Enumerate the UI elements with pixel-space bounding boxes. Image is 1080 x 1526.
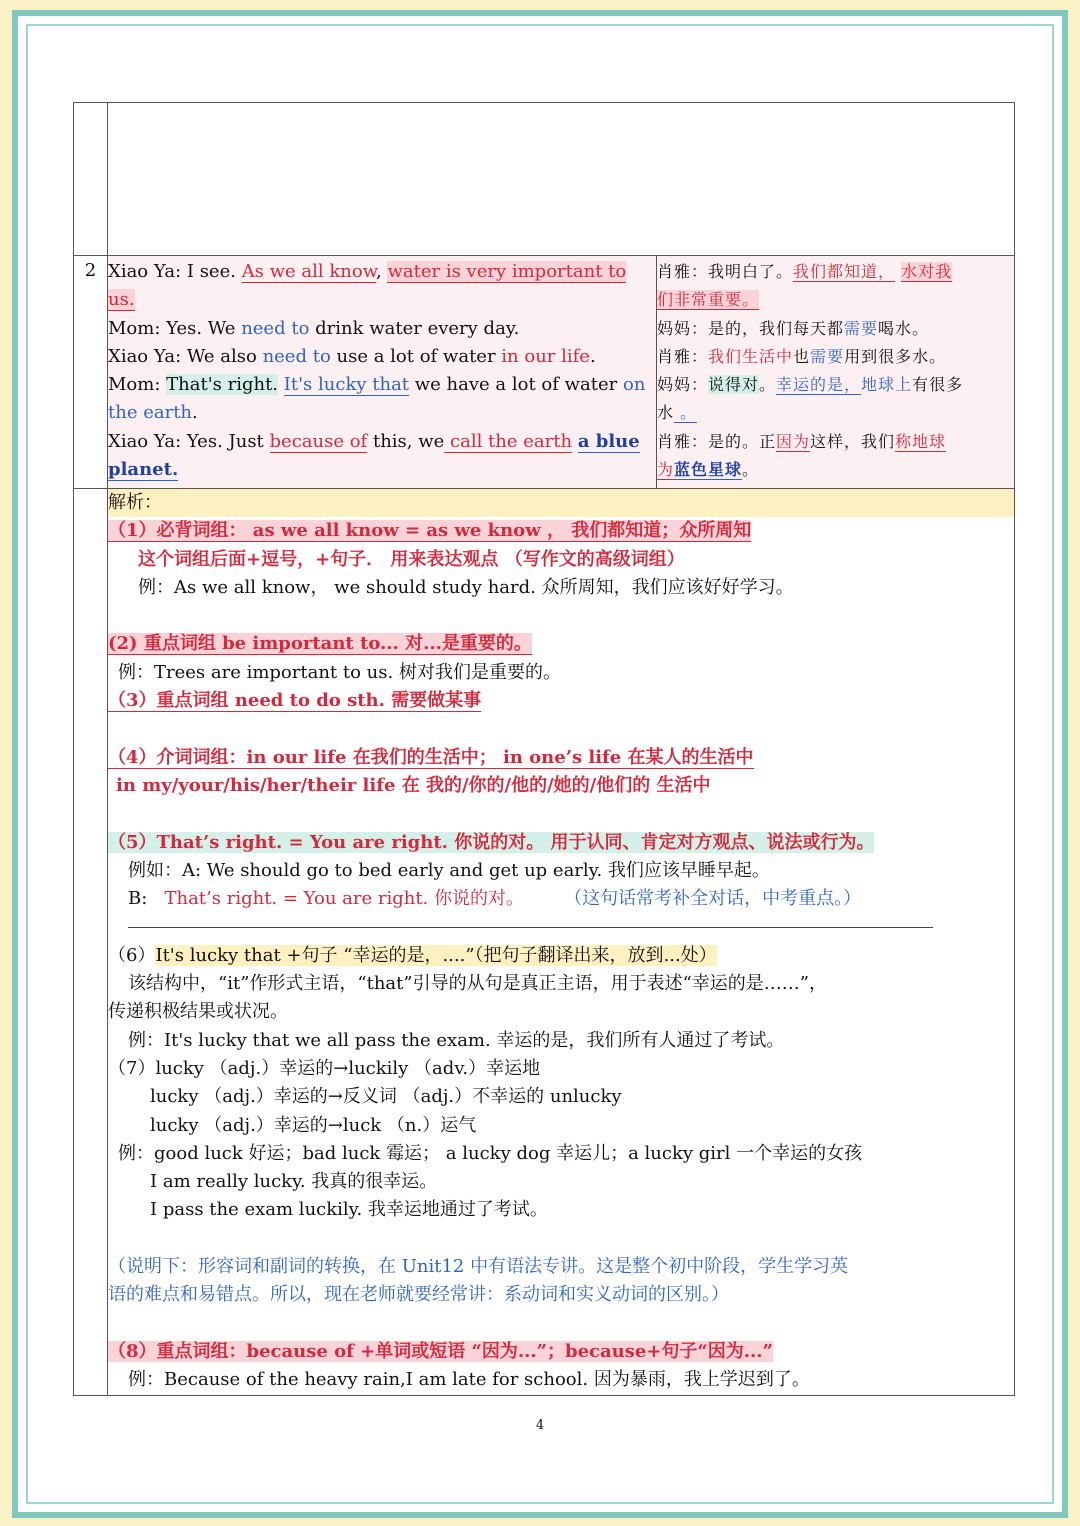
empty-number-cell (74, 103, 108, 256)
note-8-title: （8）重点词组：because of +单词或短语 “因为...”；because+句子“因为...” (108, 1340, 773, 1362)
notes-number-cell (74, 489, 108, 1396)
phrase-its-lucky-that: It's lucky that (283, 374, 410, 396)
note-6-desc-1: 该结构中，“it”作形式主语，“that”引导的从句是真正主语，用于表述“幸运的是……”， (128, 973, 827, 995)
dialog-cn-line-5: 妈妈：说得对。幸运的是，地球上有很多 (657, 375, 964, 395)
phrase-because-of: because of (269, 430, 368, 452)
phrase-need-to: need to (241, 317, 310, 339)
phrase-water-important: water is very important to (387, 261, 627, 282)
notes-heading: 解析： (108, 489, 1014, 517)
dialog-en-line-2: us. (108, 289, 135, 311)
note-6-desc-2: 传递积极结果或状况。 (108, 1001, 288, 1023)
spacer (108, 715, 1014, 743)
dialog-en-line-4: Xiao Ya: We also need to use a lot of water in our life. (108, 345, 596, 367)
phrase-thats-right: That's right. (166, 374, 279, 396)
dialog-en-line-6: the earth. (108, 402, 198, 424)
note-7-example-1: 例：good luck 好运；bad luck 霉运； a lucky dog 幸运儿；a lucky girl 一个幸运的女孩 (118, 1142, 863, 1164)
spacer (108, 1310, 1014, 1338)
note-2-example: 例：Trees are important to us. 树对我们是重要的。 (118, 661, 561, 683)
dialog-en-line-3: Mom: Yes. We need to drink water every day. (108, 317, 520, 339)
note-1-title: （1）必背词组： as we all know = as we know ， 我们都知道；众所周知 (108, 520, 752, 542)
spacer (108, 602, 1014, 630)
dialog-cn-line-6: 水 。 (657, 403, 698, 423)
notes-row (74, 489, 1015, 1396)
dialog-cn-line-4: 肖雅：我们生活中也需要用到很多水。 (657, 346, 947, 366)
dialog-row (74, 256, 1015, 489)
dialog-en-line-7: Xiao Ya: Yes. Just because of this, we call the earth a blue (108, 430, 640, 452)
note-5-example-a: 例如：A: We should go to bed early and get up early. 我们应该早睡早起。 (128, 859, 770, 881)
notes-cell (108, 489, 1015, 1396)
dialog-english-cell (108, 256, 657, 489)
phrase-in-our-life: in our life (501, 345, 590, 367)
dialog-cn-line-7: 肖雅：是的。正因为这样，我们称地球 (657, 431, 947, 451)
note-7-line-3: lucky （adj.）幸运的→luck （n.）运气 (150, 1114, 477, 1136)
note-6-title: （6）It's lucky that +句子 “幸运的是，....”（把句子翻译出来，放到...处） (108, 944, 717, 966)
page-number: 4 (535, 1418, 545, 1433)
dialog-cn-line-8: 为蓝色星球。 (657, 460, 760, 480)
note-4-line2: in my/your/his/her/their life 在 我的/你的/他的/她的/他们的 生活中 (116, 774, 711, 796)
note-1-desc: 这个词组后面+逗号，+句子． 用来表达观点 （写作文的高级词组） (138, 548, 685, 570)
note-5-title: （5）That’s right. = You are right. 你说的对。 用于认同、肯定对方观点、说法或行为。 (108, 831, 875, 853)
dialog-en-line-8: planet. (108, 459, 179, 481)
phrase-a-blue-planet: a blue (577, 430, 640, 452)
row-number: 2 (74, 256, 108, 489)
remark-line-1: （说明下：形容词和副词的转换，在 Unit12 中有语法专讲。这是整个初中阶段，学生学习英 (108, 1256, 849, 1278)
note-8-example: 例：Because of the heavy rain,I am late for school. 因为暴雨，我上学迟到了。 (128, 1369, 810, 1391)
note-6-example: 例：It's lucky that we all pass the exam. 幸运的是，我们所有人通过了考试。 (128, 1029, 785, 1051)
dialog-cn-line-1: 肖雅：我明白了。我们都知道， 水对我 (657, 262, 953, 281)
note-1-example: 例：As we all know， we should study hard. 众所周知，我们应该好好学习。 (138, 576, 794, 598)
lesson-table (73, 102, 1015, 1396)
divider-line (108, 913, 1014, 941)
empty-row (74, 103, 1015, 256)
dialog-en-line-5: Mom: That's right. It's lucky that we have a lot of water on (108, 374, 646, 396)
note-7-example-3: I pass the exam luckily. 我幸运地通过了考试。 (150, 1199, 548, 1221)
phrase-as-we-all-know: As we all know (241, 261, 377, 282)
remark-line-2: 语的难点和易错点。所以，现在老师就要经常讲：系动词和实义动词的区别。） (108, 1284, 729, 1306)
note-7-line-1: （7）lucky （adj.）幸运的→luckily （adv.）幸运地 (108, 1057, 541, 1079)
spacer (108, 800, 1014, 828)
note-7-line-2: lucky （adj.）幸运的→反义词 （adj.）不幸运的 unlucky (150, 1086, 622, 1108)
note-5-example-b: B: That’s right. = You are right. 你说的对。 （这句话常考补全对话，中考重点。） (128, 888, 862, 910)
dialog-cn-line-2: 们非常重要。 (657, 290, 760, 310)
note-4-title: （4）介词词组：in our life 在我们的生活中； in one’s life 在某人的生活中 (108, 746, 754, 768)
spacer (108, 1225, 1014, 1253)
note-2-title: (2) 重点词组 be important to... 对...是重要的。 (108, 633, 532, 655)
dialog-chinese-cell (657, 256, 1015, 489)
empty-content-cell (108, 103, 1015, 256)
phrase-call-the-earth: call the earth (444, 430, 573, 452)
note-7-example-2: I am really lucky. 我真的很幸运。 (150, 1171, 438, 1193)
note-3-title: （3）重点词组 need to do sth. 需要做某事 (108, 690, 482, 712)
dialog-en-line-1: Xiao Ya: I see. As we all know, water is very important to (108, 261, 627, 282)
dialog-cn-line-3: 妈妈：是的，我们每天都需要喝水。 (657, 318, 930, 338)
